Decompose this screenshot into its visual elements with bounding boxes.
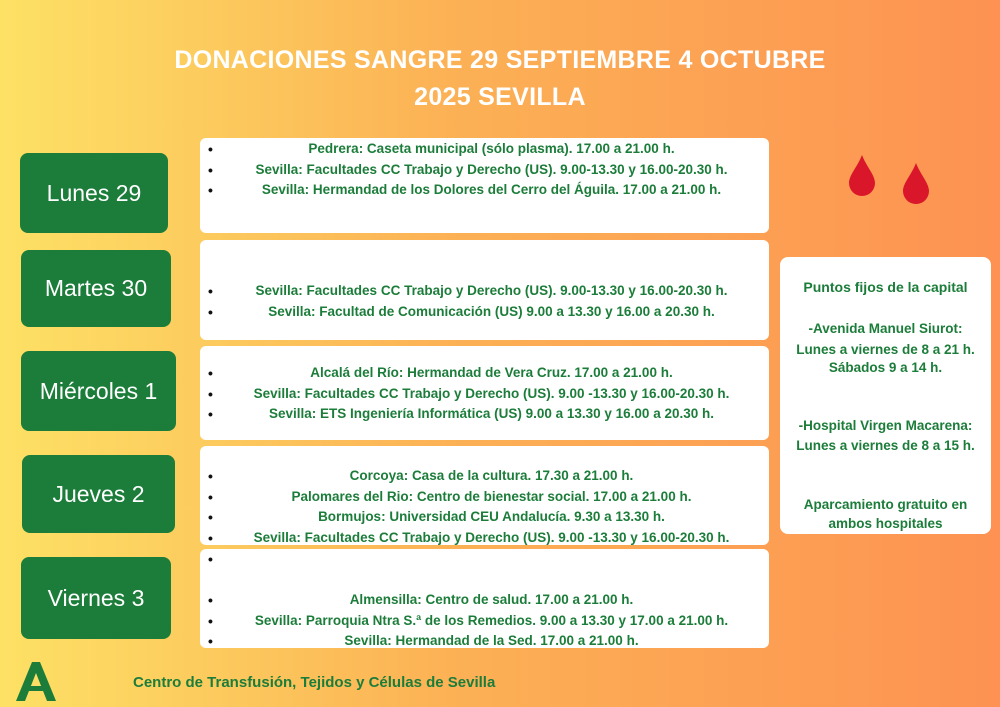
list-item-bullet-only	[200, 549, 769, 570]
day-label-monday: Lunes 29	[20, 153, 168, 233]
schedule-box-monday	[200, 138, 769, 233]
list-item: • Pedrera: Caseta municipal (sólo plasma). 17.00 a 21.00 h.	[200, 139, 769, 160]
schedule-box-thursday	[200, 446, 769, 545]
list-item: • Sevilla: Facultades CC Trabajo y Derecho (US). 9.00-13.30 y 16.00-20.30 h.	[200, 281, 769, 302]
list-item: • Sevilla: Facultades CC Trabajo y Derecho (US). 9.00-13.30 y 16.00-20.30 h.	[200, 160, 769, 181]
title-line-1: DONACIONES SANGRE 29 SEPTIEMBRE 4 OCTUBRE	[174, 46, 826, 74]
blood-drop-icon	[901, 161, 931, 205]
list-item: • Sevilla: Facultades CC Trabajo y Derecho (US). 9.00 -13.30 y 16.00-20.30 h.	[200, 528, 769, 549]
list-item: • Sevilla: Hermandad de los Dolores del Cerro del Águila. 17.00 a 21.00 h.	[200, 180, 769, 201]
list-item: • Sevilla: ETS Ingeniería Informática (US) 9.00 a 13.30 y 16.00 a 20.30 h.	[200, 404, 769, 425]
list-item: • Sevilla: Facultad de Comunicación (US) 9.00 a 13.30 y 16.00 a 20.30 h.	[200, 302, 769, 323]
fixed-points-box	[780, 257, 991, 534]
list-item: • Alcalá del Río: Hermandad de Vera Cruz. 17.00 a 21.00 h.	[200, 363, 769, 384]
list-item: • Sevilla: Facultades CC Trabajo y Derecho (US). 9.00 -13.30 y 16.00-20.30 h.	[200, 384, 769, 405]
page-title	[0, 42, 1000, 116]
list-item: • Almensilla: Centro de salud. 17.00 a 21.00 h.	[200, 590, 769, 611]
schedule-box-wednesday	[200, 346, 769, 440]
list-item: • Bormujos: Universidad CEU Andalucía. 9.30 a 13.30 h.	[200, 507, 769, 528]
day-label-friday: Viernes 3	[21, 557, 171, 639]
schedule-box-friday	[200, 549, 769, 648]
list-item: • Palomares del Rio: Centro de bienestar social. 17.00 a 21.00 h.	[200, 487, 769, 508]
macarena-weekdays: Lunes a viernes de 8 a 15 h.	[796, 438, 975, 453]
siurot-weekdays: Lunes a viernes de 8 a 21 h.	[796, 342, 975, 357]
footer-text: Centro de Transfusión, Tejidos y Células de Sevilla	[133, 674, 496, 691]
day-label-thursday: Jueves 2	[22, 455, 175, 533]
parking-line-2: ambos hospitales	[828, 516, 943, 531]
junta-andalucia-logo-icon	[16, 660, 56, 702]
list-item: • Corcoya: Casa de la cultura. 17.30 a 21.00 h.	[200, 466, 769, 487]
blood-drop-icon	[847, 153, 877, 197]
list-item: • Sevilla: Parroquia Ntra S.ª de los Remedios. 9.00 a 13.30 y 17.00 a 21.00 h.	[200, 611, 769, 632]
list-item: • Sevilla: Hermandad de la Sed. 17.00 a 21.00 h.	[200, 631, 769, 652]
title-line-2: 2025 SEVILLA	[414, 83, 586, 111]
day-label-wednesday: Miércoles 1	[21, 351, 176, 431]
siurot-saturday: Sábados 9 a 14 h.	[828, 360, 943, 375]
fixed-points-heading: Puntos fijos de la capital	[803, 279, 968, 295]
macarena-name: -Hospital Virgen Macarena:	[798, 418, 973, 433]
parking-line-1: Aparcamiento gratuito en	[803, 497, 968, 512]
day-label-tuesday: Martes 30	[21, 250, 171, 327]
siurot-name: -Avenida Manuel Siurot:	[808, 321, 963, 336]
schedule-box-tuesday	[200, 240, 769, 340]
